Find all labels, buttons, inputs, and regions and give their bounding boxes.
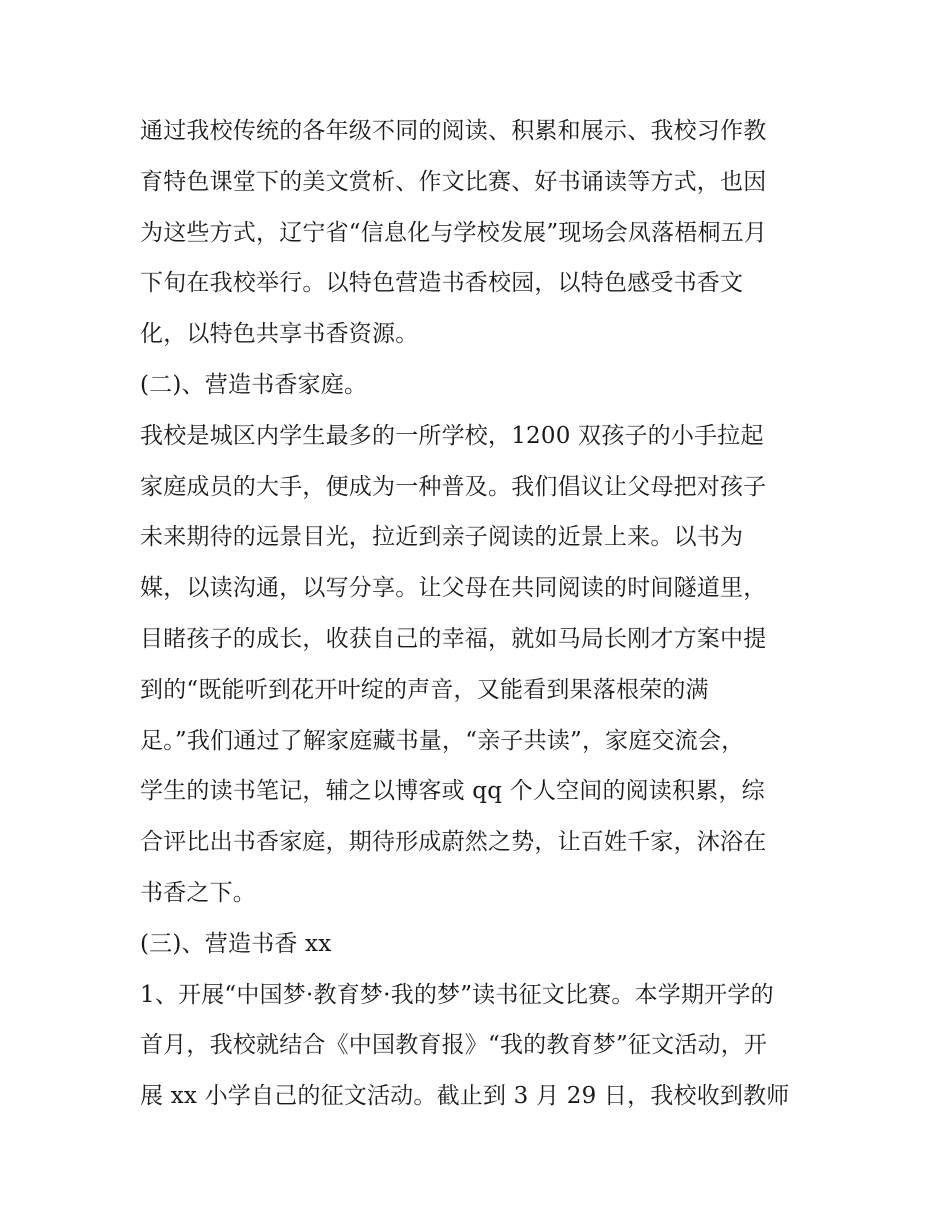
body-text [140, 106, 820, 1122]
text-line: 足。”我们通过了解家庭藏书量，“亲子共读”，家庭交流会， [140, 727, 745, 754]
text-line: 下旬在我校举行。以特色营造书香校园，以特色感受书香文 [140, 270, 744, 297]
section-heading: (二)、营造书香家庭。 [140, 371, 368, 398]
text-line: 为这些方式，辽宁省“信息化与学校发展”现场会凤落梧桐五月 [140, 219, 768, 246]
text-line: 展 xx 小学自己的征文活动。截止到 3 月 29 日，我校收到教师 [140, 1083, 790, 1110]
text-line: 到的“既能听到花开叶绽的声音，又能看到果落根荣的满 [140, 676, 709, 703]
text-line: 书香之下。 [140, 879, 256, 906]
text-line: 我校是城区内学生最多的一所学校，1200 双孩子的小手拉起 [140, 422, 764, 449]
text-line: 化，以特色共享书香资源。 [140, 321, 419, 348]
text-line: 合评比出书香家庭，期待形成蔚然之势，让百姓千家，沐浴在 [140, 829, 767, 856]
text-line: 未来期待的远景目光，拉近到亲子阅读的近景上来。以书为 [140, 524, 744, 551]
section-heading: (三)、营造书香 xx [140, 930, 332, 957]
text-line: 媒，以读沟通，以写分享。让父母在共同阅读的时间隧道里， [140, 575, 767, 602]
text-line: 学生的读书笔记，辅之以博客或 qq 个人空间的阅读积累，综 [140, 778, 765, 805]
text-line: 家庭成员的大手，便成为一种普及。我们倡议让父母把对孩子 [140, 473, 767, 500]
text-line: 首月，我校就结合《中国教育报》“我的教育梦”征文活动，开 [140, 1032, 768, 1059]
text-line: 1、开展“中国梦·教育梦·我的梦”读书征文比赛。本学期开学的 [140, 981, 774, 1008]
text-line: 育特色课堂下的美文赏析、作文比赛、好书诵读等方式，也因 [140, 168, 767, 195]
text-line: 目睹孩子的成长，收获自己的幸福，就如马局长刚才方案中提 [140, 625, 767, 652]
text-line: 通过我校传统的各年级不同的阅读、积累和展示、我校习作教 [140, 118, 767, 144]
